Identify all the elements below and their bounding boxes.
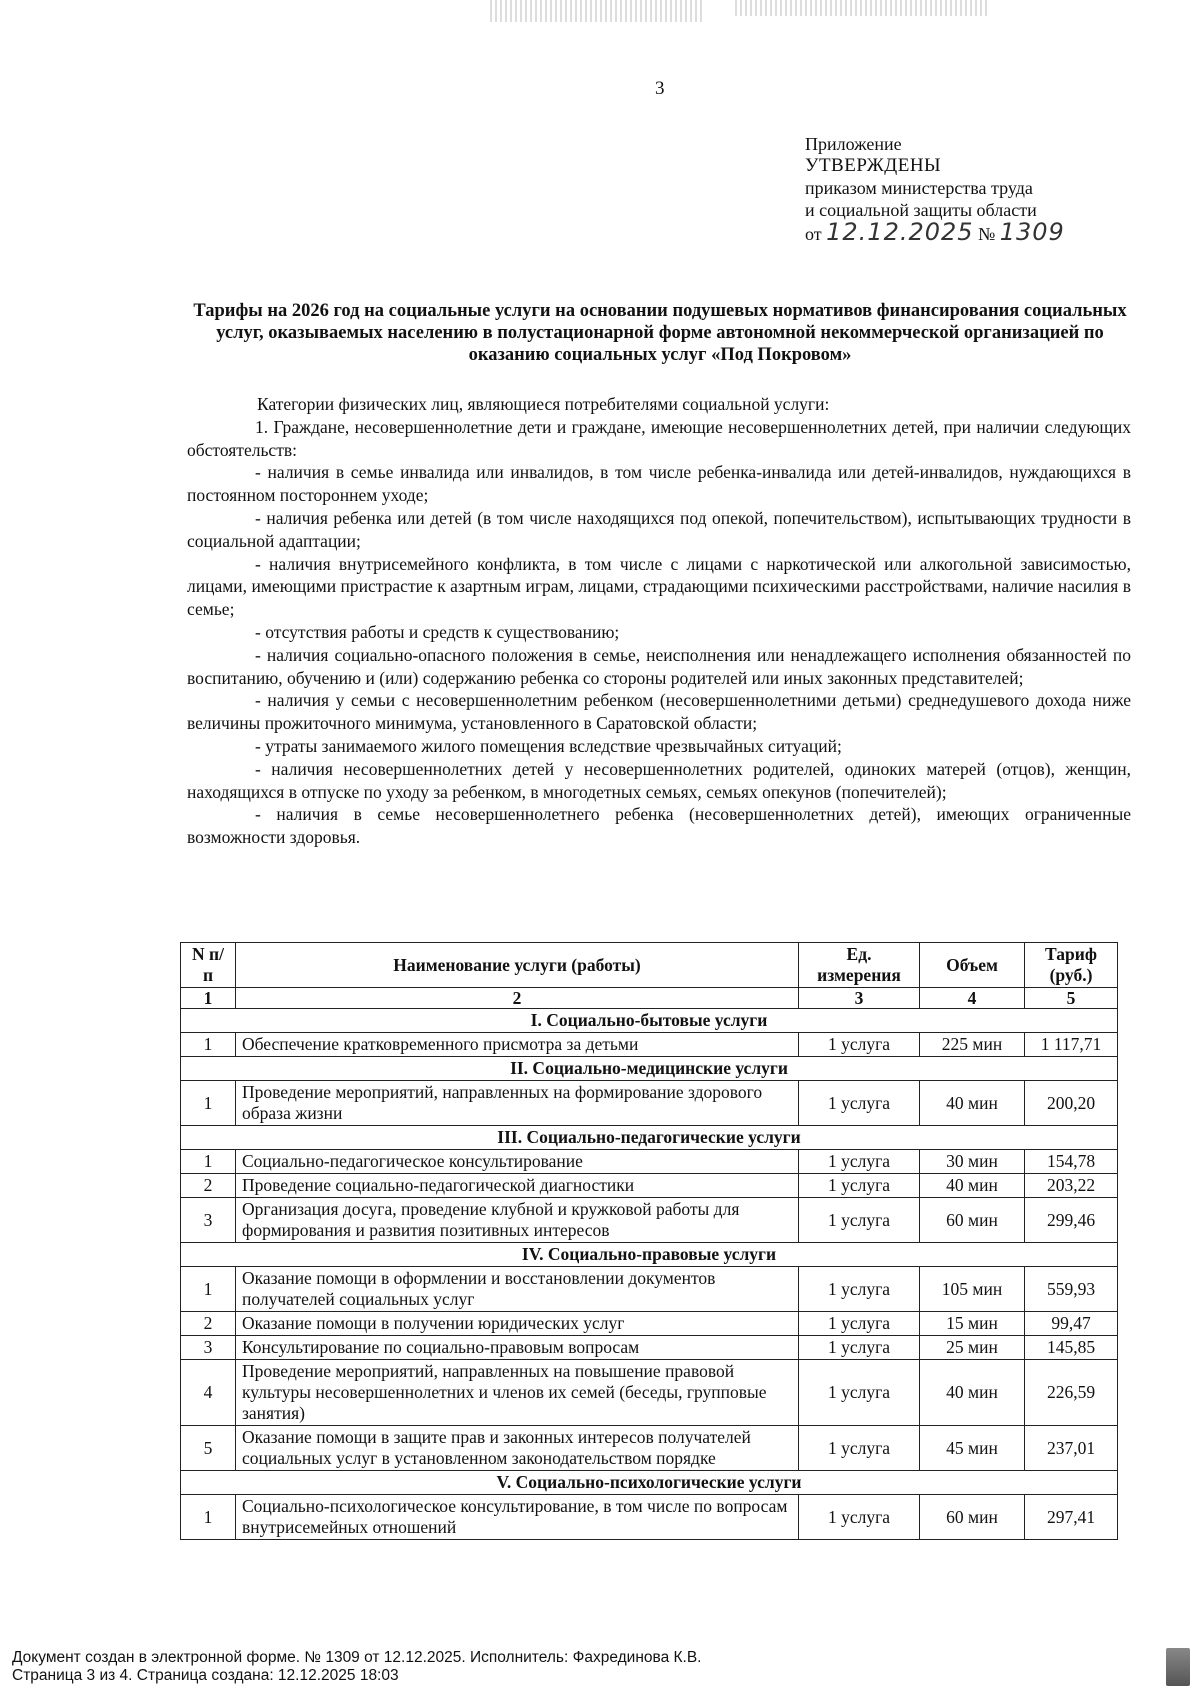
service-name: Социально-психологическое консультирование, в том числе по вопросам внутрисемейных отношений — [236, 1495, 799, 1540]
unit: 1 услуга — [799, 1081, 920, 1126]
paragraph: 1. Граждане, несовершеннолетние дети и граждане, имеющие несовершеннолетних детей, при наличии следующих обстоятельств: — [187, 416, 1131, 460]
service-name: Оказание помощи в получении юридических услуг — [236, 1312, 799, 1336]
paragraph: - наличия внутрисемейного конфликта, в том числе с лицами с наркотической или алкогольной зависимостью, лицами, имеющими пристрастие к азартным играм, лицами, страдающими психическими расстройствами, наличие насилия в семье; — [187, 553, 1131, 620]
section-title: IV. Социально-правовые услуги — [181, 1243, 1118, 1267]
service-name: Обеспечение кратковременного присмотра за детьми — [236, 1033, 799, 1057]
row-number: 3 — [181, 1336, 236, 1360]
table-row — [181, 1267, 1118, 1312]
scan-artifact — [735, 0, 990, 16]
column-index: 2 — [236, 988, 799, 1009]
paragraph: - наличия несовершеннолетних детей у несовершеннолетних родителей, одиноких матерей (отцов), женщин, находящихся в отпуске по уходу за ребенком, в многодетных семьях, семьях опекунов (попечителей); — [187, 758, 1131, 802]
header-unit: Ед. измерения — [799, 943, 920, 988]
tariff: 237,01 — [1025, 1426, 1118, 1471]
section-row — [181, 1009, 1118, 1033]
row-number: 2 — [181, 1174, 236, 1198]
paragraph: - наличия в семье инвалида или инвалидов, в том числе ребенка-инвалида или детей-инвалидов, нуждающихся в постоянном постороннем уходе; — [187, 462, 1131, 506]
unit: 1 услуга — [799, 1426, 920, 1471]
service-name: Проведение социально-педагогической диагностики — [236, 1174, 799, 1198]
page-number: 3 — [655, 78, 665, 99]
section-row — [181, 1126, 1118, 1150]
table-row — [181, 1336, 1118, 1360]
footer-line: Документ создан в электронной форме. № 1309 от 12.12.2025. Исполнитель: Фахрединова К.В. — [12, 1649, 702, 1666]
document-icon — [1166, 1648, 1190, 1686]
table-row — [181, 1033, 1118, 1057]
tariff: 1 117,71 — [1025, 1033, 1118, 1057]
handwritten-date: 12.12.2025 — [826, 218, 974, 246]
approval-block — [805, 133, 1065, 245]
tariff: 299,46 — [1025, 1198, 1118, 1243]
service-name: Консультирование по социально-правовым вопросам — [236, 1336, 799, 1360]
header-service-name: Наименование услуги (работы) — [236, 943, 799, 988]
service-name: Оказание помощи в оформлении и восстановлении документов получателей социальных услуг — [236, 1267, 799, 1312]
volume: 45 мин — [920, 1426, 1025, 1471]
row-number: 1 — [181, 1150, 236, 1174]
column-index: 3 — [799, 988, 920, 1009]
unit: 1 услуга — [799, 1198, 920, 1243]
column-index-row — [181, 988, 1118, 1009]
footer — [12, 1649, 701, 1685]
paragraph: - наличия у семьи с несовершеннолетним ребенком (несовершеннолетними детьми) среднедушевого дохода ниже величины прожиточного минимума, установленного в Саратовской области; — [187, 690, 1131, 734]
unit: 1 услуга — [799, 1312, 920, 1336]
paragraph: - наличия ребенка или детей (в том числе находящихся под опекой, попечительством), испытывающих трудности в социальной адаптации; — [187, 507, 1131, 551]
tariff: 99,47 — [1025, 1312, 1118, 1336]
row-number: 1 — [181, 1081, 236, 1126]
row-number: 1 — [181, 1033, 236, 1057]
paragraph: - отсутствия работы и средств к существованию; — [255, 621, 620, 642]
approval-title: УТВЕРЖДЕНЫ — [805, 155, 942, 176]
approval-line: Приложение — [805, 134, 902, 154]
approval-date-line — [805, 218, 1065, 246]
service-name: Организация досуга, проведение клубной и кружковой работы для формирования и развития позитивных интересов — [236, 1198, 799, 1243]
unit: 1 услуга — [799, 1495, 920, 1540]
table-row — [181, 1426, 1118, 1471]
tariff: 203,22 — [1025, 1174, 1118, 1198]
unit: 1 услуга — [799, 1360, 920, 1426]
paragraph: - утраты занимаемого жилого помещения вследствие чрезвычайных ситуаций; — [255, 735, 842, 756]
handwritten-number: 1309 — [999, 218, 1065, 246]
unit: 1 услуга — [799, 1267, 920, 1312]
table-row — [181, 1150, 1118, 1174]
header-tariff: Тариф (руб.) — [1025, 943, 1118, 988]
tariff: 226,59 — [1025, 1360, 1118, 1426]
table-row — [181, 1360, 1118, 1426]
paragraph: - наличия в семье несовершеннолетнего ребенка (несовершеннолетних детей), имеющих ограниченные возможности здоровья. — [187, 804, 1131, 848]
unit: 1 услуга — [799, 1174, 920, 1198]
row-number: 1 — [181, 1495, 236, 1540]
table-row — [181, 1495, 1118, 1540]
section-title: I. Социально-бытовые услуги — [181, 1009, 1118, 1033]
tariff: 200,20 — [1025, 1081, 1118, 1126]
tariff: 297,41 — [1025, 1495, 1118, 1540]
column-index: 1 — [181, 988, 236, 1009]
tariff: 145,85 — [1025, 1336, 1118, 1360]
volume: 30 мин — [920, 1150, 1025, 1174]
tariffs-table — [180, 942, 1118, 1540]
section-row — [181, 1057, 1118, 1081]
volume: 40 мин — [920, 1360, 1025, 1426]
row-number: 1 — [181, 1267, 236, 1312]
section-row — [181, 1471, 1118, 1495]
table-row — [181, 1174, 1118, 1198]
service-name: Социально-педагогическое консультирование — [236, 1150, 799, 1174]
unit: 1 услуга — [799, 1336, 920, 1360]
date-prefix: от — [805, 224, 822, 244]
paragraph: Категории физических лиц, являющиеся потребителями социальной услуги: — [257, 394, 830, 414]
table-header-row — [181, 943, 1118, 988]
section-title: II. Социально-медицинские услуги — [181, 1057, 1118, 1081]
volume: 25 мин — [920, 1336, 1025, 1360]
section-row — [181, 1243, 1118, 1267]
volume: 40 мин — [920, 1081, 1025, 1126]
service-name: Проведение мероприятий, направленных на формирование здорового образа жизни — [236, 1081, 799, 1126]
unit: 1 услуга — [799, 1033, 920, 1057]
row-number: 5 — [181, 1426, 236, 1471]
volume: 105 мин — [920, 1267, 1025, 1312]
body-text — [187, 393, 1131, 849]
header-volume: Объем — [920, 943, 1025, 988]
row-number: 2 — [181, 1312, 236, 1336]
section-title: III. Социально-педагогические услуги — [181, 1126, 1118, 1150]
number-sign: № — [978, 224, 996, 244]
volume: 40 мин — [920, 1174, 1025, 1198]
service-name: Проведение мероприятий, направленных на повышение правовой культуры несовершеннолетних и членов их семей (беседы, групповые занятия) — [236, 1360, 799, 1426]
approval-line: приказом министерства труда — [805, 178, 1033, 198]
volume: 225 мин — [920, 1033, 1025, 1057]
volume: 60 мин — [920, 1495, 1025, 1540]
section-title: V. Социально-психологические услуги — [181, 1471, 1118, 1495]
row-number: 4 — [181, 1360, 236, 1426]
document-title: Тарифы на 2026 год на социальные услуги на основании подушевых нормативов финансирования социальных услуг, оказываемых населению в полустационарной форме автономной некоммерческой организацией по оказанию социальных услуг «Под Покровом» — [193, 301, 1127, 365]
header-number: N п/п — [181, 943, 236, 988]
paragraph: - наличия социально-опасного положения в семье, неисполнения или ненадлежащего исполнения обязанностей по воспитанию, обучению и (или) содержанию ребенка со стороны родителей или иных законных представителей; — [187, 644, 1131, 688]
tariff: 559,93 — [1025, 1267, 1118, 1312]
table-body — [181, 1009, 1118, 1540]
table-row — [181, 1081, 1118, 1126]
column-index: 5 — [1025, 988, 1118, 1009]
table-row — [181, 1198, 1118, 1243]
column-index: 4 — [920, 988, 1025, 1009]
scan-artifact — [490, 0, 705, 22]
unit: 1 услуга — [799, 1150, 920, 1174]
table-row — [181, 1312, 1118, 1336]
volume: 60 мин — [920, 1198, 1025, 1243]
volume: 15 мин — [920, 1312, 1025, 1336]
footer-line: Страница 3 из 4. Страница создана: 12.12.2025 18:03 — [12, 1667, 399, 1684]
service-name: Оказание помощи в защите прав и законных интересов получателей социальных услуг в установленном законодательством порядке — [236, 1426, 799, 1471]
approval-line: и социальной защиты области — [805, 200, 1037, 220]
tariff: 154,78 — [1025, 1150, 1118, 1174]
row-number: 3 — [181, 1198, 236, 1243]
